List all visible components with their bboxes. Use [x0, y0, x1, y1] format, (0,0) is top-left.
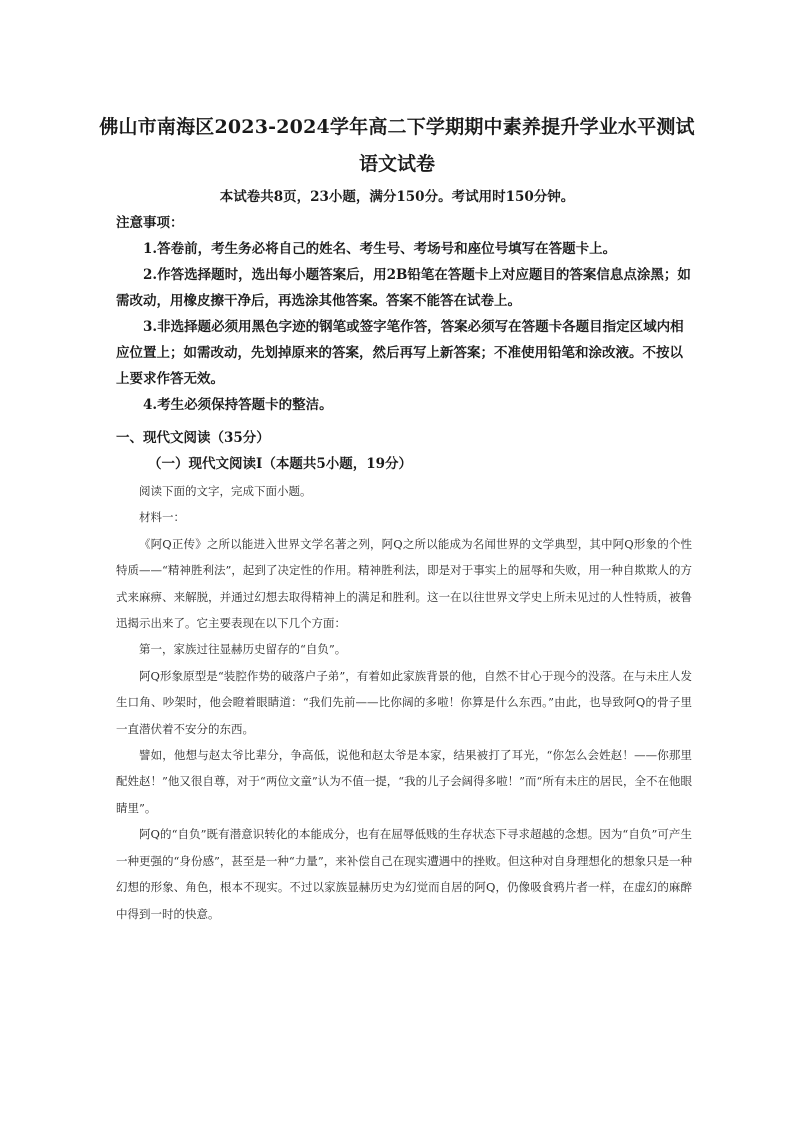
notes-item: 3.非选择题必须用黑色字迹的钢笔或签字笔作答，答案必须写在答题卡各题目指定区域内相应位置上；如需改动，先划掉原来的答案，然后再写上新答案；不准使用铅笔和涂改液。不按以上要求作答无效。 [116, 319, 684, 387]
notes-item: 4.考生必须保持答题卡的整洁。 [143, 397, 333, 413]
subsection-heading: （一）现代文阅读Ⅰ（本题共5小题，19分） [148, 456, 412, 472]
reading-instruction: 阅读下面的文字，完成下面小题。 [139, 484, 312, 498]
notes-item: 2.作答选择题时，选出每小题答案后，用2B铅笔在答题卡上对应题目的答案信息点涂黑；如需改动，用橡皮擦干净后，再选涂其他答案。答案不能答在试卷上。 [116, 267, 691, 309]
document-subtitle: 语文试卷 [358, 153, 435, 175]
section-heading: 一、现代文阅读（35分） [116, 430, 270, 446]
reading-paragraph: 阿Q形象原型是“装腔作势的破落户子弟”，有着如此家族背景的他，自然不甘心于现今的没落。在与未庄人发生口角、吵架时，他会瞪着眼睛道：“我们先前——比你阔的多啦！你算是什么东西。”由此，也导致阿Q的骨子里一直潜伏着不安分的东西。 [116, 668, 692, 736]
notes-heading: 注意事项： [116, 215, 184, 231]
notes-block [116, 210, 694, 418]
reading-passage [116, 478, 692, 927]
reading-paragraph: 第一，家族过往显赫历史留存的“自负”。 [139, 642, 347, 657]
reading-paragraph: 《阿Q正传》之所以能进入世界文学名著之列，阿Q之所以能成为名闻世界的文学典型，其中阿Q形象的个性特质——“精神胜利法”，起到了决定性的作用。精神胜利法，即是对于事实上的屈辱和失败，用一种自欺欺人的方式来麻痹、来解脱，并通过幻想去取得精神上的满足和胜利。这一在以往世界文学史上所未见过的人性特质，被鲁迅揭示出来了。它主要表现在以下几个方面： [116, 536, 692, 631]
reading-paragraph: 譬如，他想与赵太爷比辈分，争高低，说他和赵太爷是本家，结果被打了耳光，“你怎么会姓赵！——你那里配姓赵！”他又很自尊，对于“两位文童”认为不值一提，“我的儿子会阔得多啦！”而“所有未庄的居民，全不在他眼睛里”。 [116, 748, 692, 815]
exam-info: 本试卷共8页，23小题，满分150分。考试用时150分钟。 [219, 189, 575, 205]
material-label: 材料一： [139, 510, 185, 525]
notes-item: 1.答卷前，考生务必将自己的姓名、考生号、考场号和座位号填写在答题卡上。 [143, 241, 617, 257]
reading-paragraph: 阿Q的“自负”既有潜意识转化的本能成分，也有在屈辱低贱的生存状态下寻求超越的念想。因为“自负”可产生一种更强的“身份感”，甚至是一种“力量”，来补偿自己在现实遭遇中的挫败。但这种对自身理想化的想象只是一种幻想的形象、角色，根本不现实。不过以家族显赫历史为幻觉而自居的阿Q，仍像吸食鸦片者一样，在虚幻的麻醉中得到一时的快意。 [116, 827, 692, 921]
document-title: 佛山市南海区2023-2024学年高二下学期期中素养提升学业水平测试 [99, 116, 695, 138]
